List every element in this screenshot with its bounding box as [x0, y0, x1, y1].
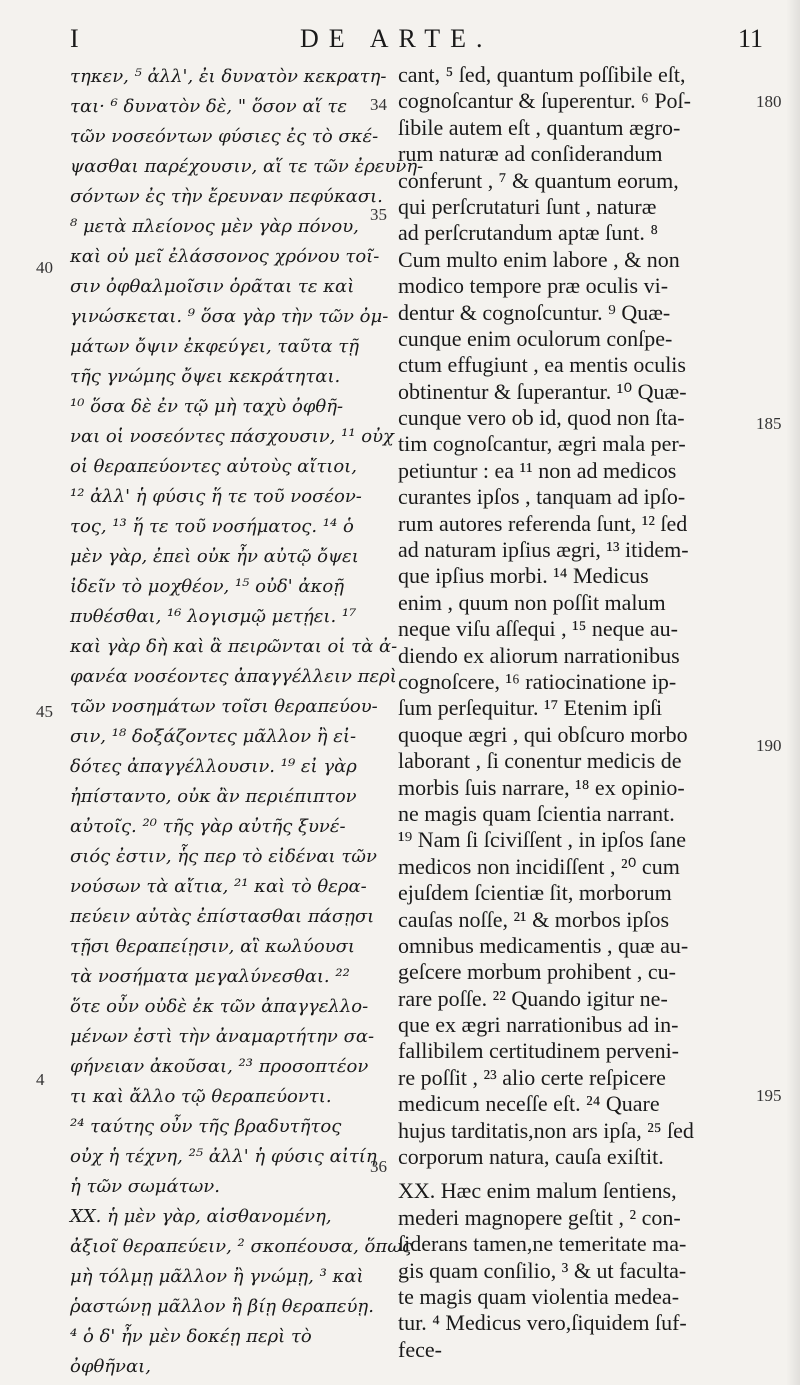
text-line: cunque enim oculorum conſpe-: [398, 325, 673, 351]
text-line: γινώσκεται. ⁹ ὅσα γὰρ τὴν τῶν ὀμ-: [70, 306, 389, 327]
text-line: ⁴ ὁ δ' ἦν μὲν δοκέῃ περὶ τὸ: [70, 1326, 312, 1347]
text-line: rum autores referenda ſunt, ¹² ſed: [398, 510, 688, 536]
text-line: τι καὶ ἄλλο τῷ θεραπεύοντι.: [70, 1086, 332, 1107]
left-page-number: I: [70, 24, 79, 53]
text-line: τῆς γνώμης ὄψει κεκράτηται.: [70, 366, 341, 387]
text-line: καὶ γὰρ δὴ καὶ ἃ πειρῶνται οἱ τὰ ἀ-: [70, 636, 398, 657]
text-line: ῥαστώνῃ μᾶλλον ἢ βίῃ θεραπεύῃ.: [70, 1296, 374, 1317]
text-line: XX. Hæc enim malum ſentiens,: [398, 1178, 677, 1204]
text-line: ſum perſequitur. ¹⁷ Etenim ipſi: [398, 695, 663, 721]
margin-line-number: 36: [370, 1157, 387, 1176]
text-line: τῇσι θεραπείῃσιν, αἳ κωλύουσι: [70, 936, 355, 957]
text-line: δότες ἀπαγγέλλουσιν. ¹⁹ εἰ γὰρ: [70, 756, 357, 777]
text-line: σιν, ¹⁸ δοξάζοντες μᾶλλον ἢ εἰ-: [70, 726, 357, 747]
text-line: μένων ἐστὶ τὴν ἀναμαρτήτην σα-: [70, 1026, 375, 1047]
text-line: ad perſcrutandum aptæ ſunt. ⁸: [398, 220, 658, 246]
text-line: ad naturam ipſius ægri, ¹³ itidem-: [398, 537, 689, 563]
margin-line-number: 45: [36, 702, 53, 721]
text-line: cognoſcantur & ſuperentur. ⁶ Poſ-: [398, 88, 691, 114]
text-line: cognoſcere, ¹⁶ ratiocinatione ip-: [398, 668, 677, 694]
latin-text-column: [398, 62, 753, 1363]
text-line: gis quam conſilio, ³ & ut faculta-: [398, 1257, 687, 1283]
text-line: corporum natura, cauſa exiſtit.: [398, 1144, 664, 1170]
text-line: te magis quam violentia medea-: [398, 1283, 680, 1309]
text-line: πεύειν αὐτὰς ἐπίστασθαι πάσῃσι: [70, 906, 375, 927]
margin-line-number: 190: [756, 736, 782, 755]
text-line: que ex ægri narrationibus ad in-: [398, 1012, 679, 1038]
text-line: ναι οἱ νοσεόντες πάσχουσιν, ¹¹ οὐχ: [70, 426, 394, 447]
text-line: σόντων ἐς τὴν ἔρευναν πεφύκασι.: [70, 186, 383, 207]
text-line: σιός ἐστιν, ἧς περ τὸ εἰδέναι τῶν: [70, 846, 377, 867]
text-line: re poſſit , ²³ alio certe reſpicere: [398, 1064, 666, 1090]
margin-line-number: 40: [36, 258, 53, 277]
text-line: ἠπίσταντο, οὐκ ἂν περιέπιπτον: [70, 786, 357, 807]
text-line: tim cognoſcantur, ægri mala per-: [398, 431, 686, 457]
text-line: dentur & cognoſcuntur. ⁹ Quæ-: [398, 299, 671, 325]
text-line: ¹⁹ Nam ſi ſciviſſent , in ipſos ſane: [398, 827, 686, 853]
text-line: petiuntur : ea ¹¹ non ad medicos: [398, 457, 677, 483]
text-line: ψασθαι παρέχουσιν, αἵ τε τῶν ἐρευνη-: [70, 156, 424, 177]
text-line: laborant , ſi conentur medicis de: [398, 748, 682, 774]
text-line: ⁸ μετὰ πλείονος μὲν γὰρ πόνου,: [70, 216, 359, 237]
text-line: οἱ θεραπεύοντες αὐτοὺς αἴτιοι,: [70, 456, 357, 477]
margin-line-number: 34: [370, 95, 387, 114]
text-line: ὀφθῆναι,: [70, 1356, 151, 1377]
text-line: cant, ⁵ ſed, quantum poſſibile eſt,: [398, 62, 686, 87]
text-line: conferunt , ⁷ & quantum eorum,: [398, 167, 679, 193]
text-line: ¹² ἀλλ' ἡ φύσις ἥ τε τοῦ νοσέον-: [70, 486, 362, 507]
text-line: omnibus medicamentis , quæ au-: [398, 932, 689, 958]
text-line: fece-: [398, 1336, 442, 1362]
text-line: φανέα νοσέοντες ἀπαγγέλλειν περὶ: [70, 666, 397, 687]
text-line: αὐτοῖς. ²⁰ τῆς γὰρ αὐτῆς ξυνέ-: [70, 816, 346, 837]
text-line: ne magis quam ſcientia narrant.: [398, 800, 675, 826]
text-line: que ipſius morbi. ¹⁴ Medicus: [398, 563, 649, 589]
text-line: τος, ¹³ ἥ τε τοῦ νοσήματος. ¹⁴ ὁ: [70, 516, 354, 537]
text-line: ctum effugiunt , ea mentis oculis: [398, 352, 686, 378]
text-line: tur. ⁴ Medicus vero,ſiquidem ſuf-: [398, 1310, 687, 1336]
margin-line-number: 35: [370, 205, 387, 224]
text-line: obtinentur & ſuperantur. ¹⁰ Quæ-: [398, 378, 687, 404]
text-line: ἀξιοῖ θεραπεύειν, ² σκοπέουσα, ὅπως: [70, 1236, 412, 1257]
text-line: τηκεν, ⁵ ἀλλ', ἐι δυνατὸν κεκρατη-: [70, 66, 387, 87]
text-line: rum naturæ ad conſiderandum: [398, 141, 663, 167]
text-line: φήνειαν ἀκοῦσαι, ²³ προσοπτέον: [70, 1056, 369, 1077]
text-line: qui perſcrutaturi ſunt , naturæ: [398, 193, 657, 219]
text-line: ²⁴ ταύτης οὖν τῆς βραδυτῆτος: [70, 1116, 342, 1137]
text-line: καὶ οὐ μεῖ ἐλάσσονος χρόνου τοῖ-: [70, 246, 380, 267]
text-line: τῶν νοσεόντων φύσιες ἐς τὸ σκέ-: [70, 126, 379, 147]
text-line: μὲν γὰρ, ἐπεὶ οὐκ ἦν αὐτῷ ὄψει: [70, 546, 359, 567]
text-line: cauſas noſſe, ²¹ & morbos ipſos: [398, 906, 670, 932]
text-line: neque viſu aſſequi , ¹⁵ neque au-: [398, 616, 679, 642]
text-line: τῶν νοσημάτων τοῖσι θεραπεύου-: [70, 696, 378, 717]
running-title: DE ARTE.: [300, 24, 493, 53]
text-line: ſiderans tamen,ne temeritate ma-: [398, 1231, 687, 1257]
text-line: ¹⁰ ὅσα δὲ ἐν τῷ μὴ ταχὺ ὀφθῆ-: [70, 396, 344, 417]
text-line: μὴ τόλμῃ μᾶλλον ἢ γνώμῃ, ³ καὶ: [70, 1266, 364, 1287]
page-edge-shadow: [786, 0, 800, 1385]
text-line: rare poſſe. ²² Quando igitur ne-: [398, 985, 668, 1011]
text-line: μάτων ὄψιν ἐκφεύγει, ταῦτα τῇ: [70, 336, 360, 357]
text-line: ται· ⁶ δυνατὸν δὲ, " ὅσον αἵ τε: [70, 96, 348, 117]
margin-line-number: 4: [36, 1070, 45, 1089]
text-line: πυθέσθαι, ¹⁶ λογισμῷ μετῄει. ¹⁷: [70, 606, 357, 627]
text-line: enim , quum non poſſit malum: [398, 589, 666, 615]
text-line: geſcere morbum prohibent , cu-: [398, 959, 676, 985]
margin-line-number: 195: [756, 1086, 782, 1105]
text-line: diendo ex aliorum narrationibus: [398, 642, 680, 668]
text-line: curantes ipſos , tanquam ad ipſo-: [398, 484, 686, 510]
text-line: quoque ægri , qui obſcuro morbo: [398, 721, 688, 747]
text-line: σιν ὀφθαλμοῖσιν ὁρᾶται τε καὶ: [70, 276, 355, 297]
text-line: ἰδεῖν τὸ μοχθέον, ¹⁵ οὐδ' ἀκοῇ: [70, 576, 344, 597]
text-line: medicos non incidiſſent , ²⁰ cum: [398, 853, 680, 879]
right-page-number: 11: [738, 24, 764, 53]
text-line: ὅτε οὖν οὐδὲ ἐκ τῶν ἀπαγγελλο-: [70, 996, 369, 1017]
text-line: ΧΧ. ἡ μὲν γὰρ, αἰσθανομένη,: [70, 1206, 332, 1227]
text-line: medicum neceſſe eſt. ²⁴ Quare: [398, 1091, 660, 1117]
text-line: ſibile autem eſt , quantum ægro-: [398, 114, 681, 140]
margin-line-number: 180: [756, 92, 782, 111]
running-header: [0, 24, 800, 58]
text-line: modico tempore præ oculis vi-: [398, 273, 669, 299]
text-line: νούσων τὰ αἴτια, ²¹ καὶ τὸ θερα-: [70, 876, 367, 897]
text-line: mederi magnopere geſtit , ² con-: [398, 1204, 681, 1230]
text-line: ejuſdem ſcientiæ ſit, morborum: [398, 880, 672, 906]
text-line: οὐχ ἡ τέχνη, ²⁵ ἀλλ' ἡ φύσις αἰτίη: [70, 1146, 377, 1167]
text-line: hujus tarditatis,non ars ipſa, ²⁵ ſed: [398, 1117, 694, 1143]
text-line: τὰ νοσήματα μεγαλύνεσθαι. ²²: [70, 966, 350, 987]
margin-line-number: 185: [756, 414, 782, 433]
text-line: Cum multo enim labore , & non: [398, 246, 680, 272]
text-line: cunque vero ob id, quod non ſta-: [398, 405, 685, 431]
text-line: morbis ſuis narrare, ¹⁸ ex opinio-: [398, 774, 685, 800]
text-line: fallibilem certitudinem perveni-: [398, 1038, 680, 1064]
text-line: ἡ τῶν σωμάτων.: [70, 1176, 220, 1197]
